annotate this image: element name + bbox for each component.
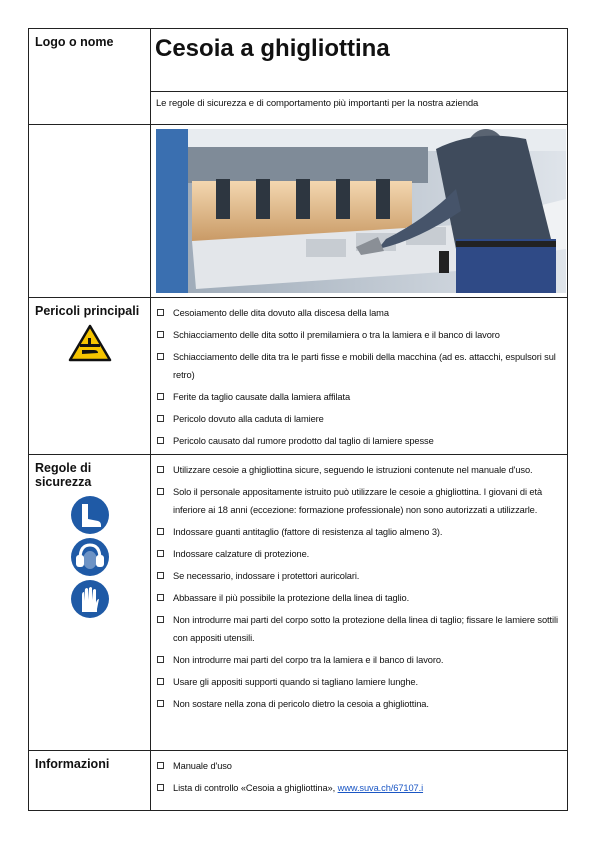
list-item: Pericolo causato dal rumore prodotto dal taglio di lamiere spesse (157, 432, 563, 450)
list-item: Schiacciamento delle dita tra le parti fisse e mobili della macchina (ad es. attacchi, espulsori sul retro) (157, 348, 563, 384)
list-item: Pericolo dovuto alla caduta di lamiere (157, 410, 563, 428)
rules-list-cell (151, 455, 568, 751)
checkbox-icon (157, 331, 164, 338)
checkbox-icon (157, 415, 164, 422)
hazards-list-cell (151, 298, 568, 455)
list-item: Solo il personale appositamente istruito può utilizzare le cesoie a ghigliottina. I giovani di età inferiore ai 18 anni (eccezione: formazione professionale) non sono autorizzati a utilizzarle. (157, 483, 563, 519)
info-list-cell (151, 751, 568, 811)
list-item: Ferite da taglio causate dalla lamiera affilata (157, 388, 563, 406)
info-label-cell (29, 751, 151, 811)
checkbox-icon (157, 656, 164, 663)
list-item: Cesoiamento delle dita dovuto alla discesa della lama (157, 304, 563, 322)
checkbox-icon (157, 572, 164, 579)
info-label: Informazioni (35, 757, 110, 771)
list-item: Abbassare il più possibile la protezione della linea di taglio. (157, 589, 563, 607)
photo-cell (151, 125, 568, 298)
logo-cell (29, 29, 151, 125)
list-item (157, 779, 563, 797)
hand-crush-warning-icon (68, 324, 112, 362)
list-item: Non introdurre mai parti del corpo tra la lamiera e il banco di lavoro. (157, 651, 563, 669)
photo-left-cell (29, 125, 151, 298)
list-item: Utilizzare cesoie a ghigliottina sicure, seguendo le istruzioni contenute nel manuale d'uso. (157, 461, 563, 479)
gloves-icon (70, 579, 110, 619)
document-sheet (28, 28, 568, 811)
hazards-label-cell (29, 298, 151, 455)
rules-label-cell (29, 455, 151, 751)
list-item: Manuale d'uso (157, 757, 563, 775)
checkbox-icon (157, 309, 164, 316)
checkbox-icon (157, 678, 164, 685)
checkbox-icon (157, 353, 164, 360)
checkbox-icon (157, 550, 164, 557)
list-item: Usare gli appositi supporti quando si tagliano lamiere lunghe. (157, 673, 563, 691)
checkbox-icon (157, 784, 164, 791)
list-item: Indossare calzature di protezione. (157, 545, 563, 563)
checkbox-icon (157, 488, 164, 495)
list-item: Non sostare nella zona di pericolo dietro la cesoia a ghigliottina. (157, 695, 563, 713)
info-list (151, 751, 567, 801)
hazards-label: Pericoli principali (35, 304, 140, 318)
rules-label: Regole di sicurezza (35, 461, 92, 489)
checkbox-icon (157, 616, 164, 623)
list-item: Se necessario, indossare i protettori auricolari. (157, 567, 563, 585)
checkbox-icon (157, 437, 164, 444)
checkbox-icon (157, 594, 164, 601)
list-item: Non introdurre mai parti del corpo sotto la protezione della linea di taglio; fissare le lamiere sottili con appositi utensili. (157, 611, 563, 647)
page-subtitle: Le regole di sicurezza e di comportamento più importanti per la nostra azienda (151, 91, 567, 117)
page-title: Cesoia a ghigliottina (155, 35, 390, 62)
logo-label: Logo o nome (35, 35, 114, 49)
title-cell (151, 29, 568, 125)
checkbox-icon (157, 466, 164, 473)
checklist-text: Lista di controllo «Cesoia a ghigliottina», (173, 783, 336, 793)
list-item: Schiacciamento delle dita sotto il premilamiera o tra la lamiera e il banco di lavoro (157, 326, 563, 344)
checkbox-icon (157, 762, 164, 769)
hazards-list (151, 298, 567, 454)
checkbox-icon (157, 700, 164, 707)
ear-protection-icon (70, 537, 110, 577)
safety-boots-icon (70, 495, 110, 535)
checkbox-icon (157, 393, 164, 400)
checklist-link[interactable]: www.suva.ch/67107.i (337, 783, 424, 793)
rules-list (151, 455, 567, 717)
list-item: Indossare guanti antitaglio (fattore di resistenza al taglio almeno 3). (157, 523, 563, 541)
safety-sheet-table (28, 28, 568, 811)
checkbox-icon (157, 528, 164, 535)
guillotine-shear-photo (156, 129, 566, 293)
